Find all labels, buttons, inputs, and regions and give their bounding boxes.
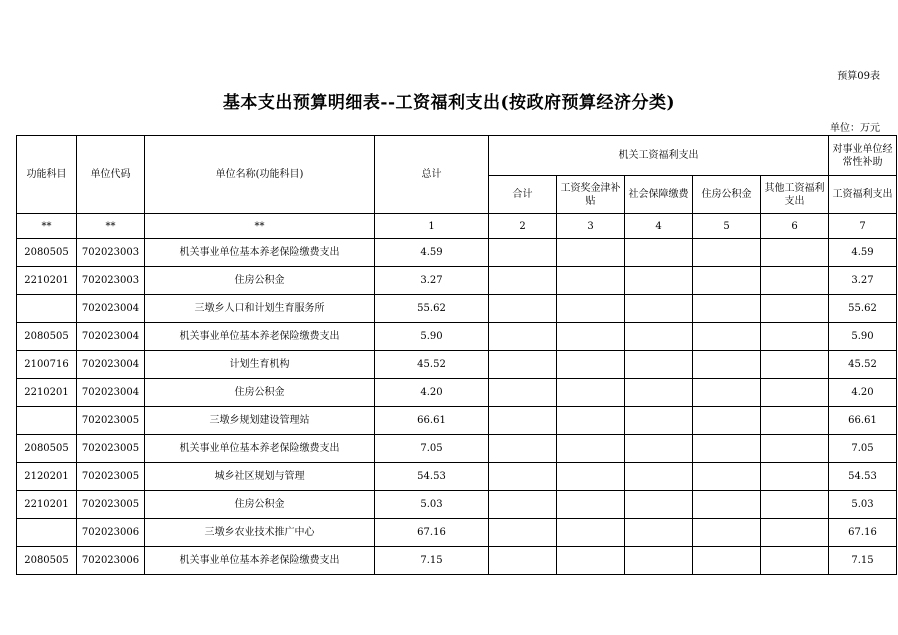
header-salary-bonus: 工资奖金津补贴 [557, 176, 625, 214]
total-cell: 7.15 [375, 547, 489, 575]
unit-name-cell: 机关事业单位基本养老保险缴费支出 [145, 239, 375, 267]
marker-cell: ** [77, 214, 145, 239]
subtotal-cell [489, 407, 557, 435]
marker-cell: 1 [375, 214, 489, 239]
subtotal-cell [489, 323, 557, 351]
table-row [17, 267, 897, 295]
total-cell: 45.52 [375, 351, 489, 379]
unit-code-cell: 702023006 [77, 519, 145, 547]
salary-bonus-cell [557, 295, 625, 323]
salary-bonus-cell [557, 351, 625, 379]
unit-name-cell: 机关事业单位基本养老保险缴费支出 [145, 547, 375, 575]
func-subject-cell [17, 407, 77, 435]
unit-code-cell: 702023003 [77, 267, 145, 295]
salary-bonus-cell [557, 267, 625, 295]
social-security-cell [625, 295, 693, 323]
social-security-cell [625, 547, 693, 575]
header-other-salary: 其他工资福利支出 [761, 176, 829, 214]
social-security-cell [625, 379, 693, 407]
housing-fund-cell [693, 267, 761, 295]
header-subtotal: 合计 [489, 176, 557, 214]
institution-salary-cell: 66.61 [829, 407, 897, 435]
marker-cell: 3 [557, 214, 625, 239]
marker-cell: ** [17, 214, 77, 239]
subtotal-cell [489, 463, 557, 491]
social-security-cell [625, 435, 693, 463]
subtotal-cell [489, 547, 557, 575]
table-body [17, 214, 897, 575]
social-security-cell [625, 407, 693, 435]
other-salary-cell [761, 323, 829, 351]
salary-bonus-cell [557, 491, 625, 519]
table-row [17, 519, 897, 547]
func-subject-cell: 2100716 [17, 351, 77, 379]
func-subject-cell: 2120201 [17, 463, 77, 491]
marker-cell: 7 [829, 214, 897, 239]
subtotal-cell [489, 295, 557, 323]
unit-code-cell: 702023005 [77, 407, 145, 435]
institution-salary-cell: 5.03 [829, 491, 897, 519]
unit-name-cell: 住房公积金 [145, 379, 375, 407]
unit-name-cell: 三墩乡规划建设管理站 [145, 407, 375, 435]
func-subject-cell [17, 295, 77, 323]
table-row [17, 239, 897, 267]
institution-salary-cell: 7.15 [829, 547, 897, 575]
marker-cell: 2 [489, 214, 557, 239]
housing-fund-cell [693, 407, 761, 435]
total-cell: 5.03 [375, 491, 489, 519]
header-social-security: 社会保障缴费 [625, 176, 693, 214]
func-subject-cell: 2210201 [17, 491, 77, 519]
salary-bonus-cell [557, 379, 625, 407]
housing-fund-cell [693, 379, 761, 407]
func-subject-cell: 2210201 [17, 267, 77, 295]
salary-bonus-cell [557, 463, 625, 491]
unit-code-cell: 702023005 [77, 463, 145, 491]
institution-salary-cell: 4.20 [829, 379, 897, 407]
other-salary-cell [761, 379, 829, 407]
header-institution-salary: 工资福利支出 [829, 176, 897, 214]
other-salary-cell [761, 463, 829, 491]
unit-code-cell: 702023003 [77, 239, 145, 267]
table-header [17, 136, 897, 214]
salary-bonus-cell [557, 323, 625, 351]
unit-code-cell: 702023004 [77, 351, 145, 379]
other-salary-cell [761, 435, 829, 463]
institution-salary-cell: 67.16 [829, 519, 897, 547]
housing-fund-cell [693, 435, 761, 463]
unit-name-cell: 计划生育机构 [145, 351, 375, 379]
table-row [17, 407, 897, 435]
unit-code-cell: 702023005 [77, 491, 145, 519]
total-cell: 54.53 [375, 463, 489, 491]
other-salary-cell [761, 351, 829, 379]
housing-fund-cell [693, 323, 761, 351]
table-row [17, 295, 897, 323]
social-security-cell [625, 239, 693, 267]
subtotal-cell [489, 351, 557, 379]
table-row [17, 351, 897, 379]
other-salary-cell [761, 239, 829, 267]
func-subject-cell [17, 519, 77, 547]
unit-name-cell: 机关事业单位基本养老保险缴费支出 [145, 323, 375, 351]
unit-name-cell: 住房公积金 [145, 491, 375, 519]
total-cell: 67.16 [375, 519, 489, 547]
institution-salary-cell: 4.59 [829, 239, 897, 267]
other-salary-cell [761, 295, 829, 323]
housing-fund-cell [693, 547, 761, 575]
unit-name-cell: 住房公积金 [145, 267, 375, 295]
total-cell: 7.05 [375, 435, 489, 463]
housing-fund-cell [693, 491, 761, 519]
social-security-cell [625, 323, 693, 351]
unit-label: 单位：万元 [830, 123, 880, 134]
unit-code-cell: 702023004 [77, 379, 145, 407]
other-salary-cell [761, 407, 829, 435]
subtotal-cell [489, 239, 557, 267]
housing-fund-cell [693, 351, 761, 379]
unit-name-cell: 城乡社区规划与管理 [145, 463, 375, 491]
page-title: 基本支出预算明细表--工资福利支出(按政府预算经济分类) [222, 93, 676, 113]
marker-cell: 4 [625, 214, 693, 239]
marker-cell: 6 [761, 214, 829, 239]
housing-fund-cell [693, 295, 761, 323]
func-subject-cell: 2080505 [17, 435, 77, 463]
institution-salary-cell: 45.52 [829, 351, 897, 379]
salary-bonus-cell [557, 519, 625, 547]
budget-table [16, 135, 897, 575]
institution-salary-cell: 55.62 [829, 295, 897, 323]
unit-name-cell: 三墩乡农业技术推广中心 [145, 519, 375, 547]
table-row [17, 547, 897, 575]
header-unit-name: 单位名称(功能科目) [145, 136, 375, 214]
social-security-cell [625, 463, 693, 491]
total-cell: 4.59 [375, 239, 489, 267]
total-cell: 66.61 [375, 407, 489, 435]
subtotal-cell [489, 267, 557, 295]
unit-code-cell: 702023005 [77, 435, 145, 463]
unit-code-cell: 702023006 [77, 547, 145, 575]
table-row [17, 435, 897, 463]
func-subject-cell: 2080505 [17, 547, 77, 575]
header-org-welfare-group: 机关工资福利支出 [489, 136, 829, 176]
table-row [17, 323, 897, 351]
header-total: 总计 [375, 136, 489, 214]
unit-name-cell: 机关事业单位基本养老保险缴费支出 [145, 435, 375, 463]
func-subject-cell: 2080505 [17, 323, 77, 351]
unit-code-cell: 702023004 [77, 295, 145, 323]
other-salary-cell [761, 547, 829, 575]
subtotal-cell [489, 379, 557, 407]
social-security-cell [625, 267, 693, 295]
housing-fund-cell [693, 519, 761, 547]
salary-bonus-cell [557, 407, 625, 435]
header-unit-code: 单位代码 [77, 136, 145, 214]
subtotal-cell [489, 435, 557, 463]
func-subject-cell: 2080505 [17, 239, 77, 267]
form-number: 预算09表 [837, 71, 880, 82]
header-institution-subsidy-group: 对事业单位经常性补助 [829, 136, 897, 176]
salary-bonus-cell [557, 547, 625, 575]
marker-cell: ** [145, 214, 375, 239]
table-row [17, 463, 897, 491]
marker-cell: 5 [693, 214, 761, 239]
total-cell: 5.90 [375, 323, 489, 351]
table-row [17, 491, 897, 519]
institution-salary-cell: 5.90 [829, 323, 897, 351]
total-cell: 4.20 [375, 379, 489, 407]
other-salary-cell [761, 267, 829, 295]
func-subject-cell: 2210201 [17, 379, 77, 407]
other-salary-cell [761, 519, 829, 547]
unit-code-cell: 702023004 [77, 323, 145, 351]
salary-bonus-cell [557, 435, 625, 463]
social-security-cell [625, 491, 693, 519]
social-security-cell [625, 519, 693, 547]
total-cell: 3.27 [375, 267, 489, 295]
header-func-subject: 功能科目 [17, 136, 77, 214]
header-housing-fund: 住房公积金 [693, 176, 761, 214]
table-row [17, 379, 897, 407]
total-cell: 55.62 [375, 295, 489, 323]
social-security-cell [625, 351, 693, 379]
marker-row [17, 214, 897, 239]
subtotal-cell [489, 491, 557, 519]
subtotal-cell [489, 519, 557, 547]
unit-name-cell: 三墩乡人口和计划生育服务所 [145, 295, 375, 323]
salary-bonus-cell [557, 239, 625, 267]
institution-salary-cell: 3.27 [829, 267, 897, 295]
other-salary-cell [761, 491, 829, 519]
institution-salary-cell: 7.05 [829, 435, 897, 463]
housing-fund-cell [693, 239, 761, 267]
housing-fund-cell [693, 463, 761, 491]
institution-salary-cell: 54.53 [829, 463, 897, 491]
